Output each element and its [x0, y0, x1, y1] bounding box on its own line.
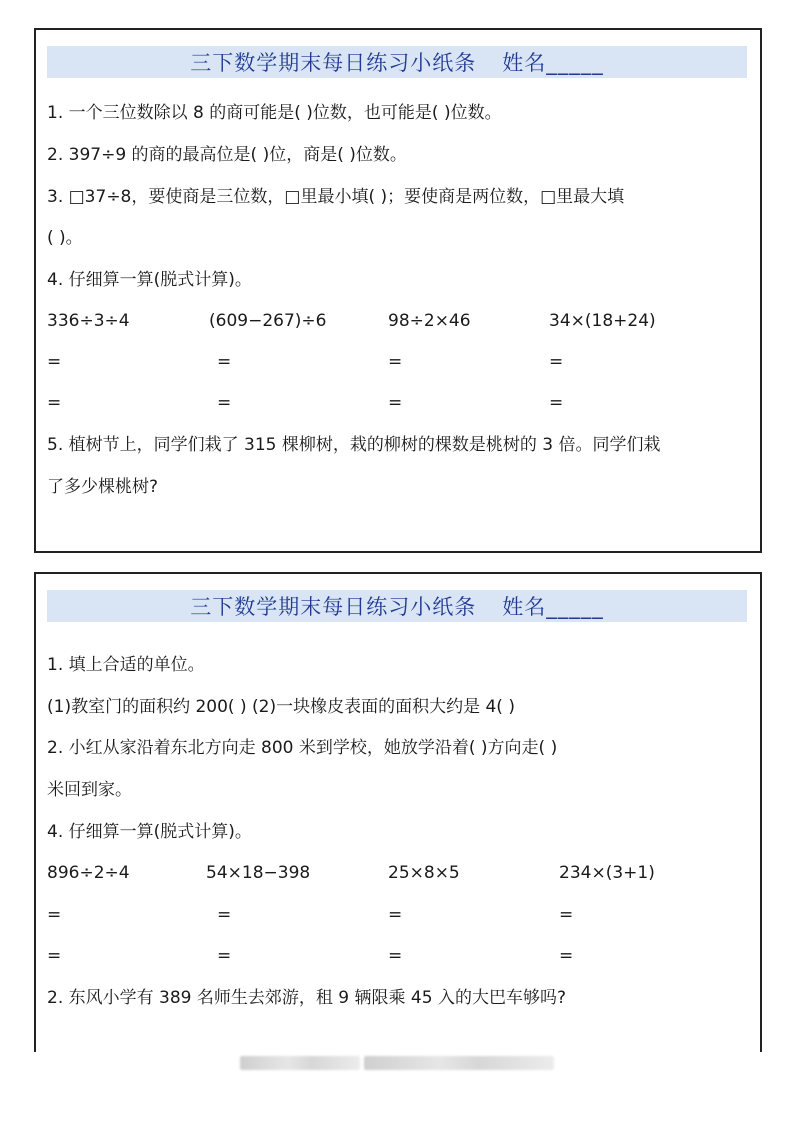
card-title: 三下数学期末每日练习小纸条: [190, 51, 477, 75]
equals-sign: =: [217, 946, 232, 966]
card-title-bar: [47, 590, 747, 622]
calc-equals-row: [47, 391, 752, 415]
calc-expression: (609−267)÷6: [209, 311, 327, 331]
worksheet-card-2: [34, 572, 762, 1052]
equals-sign: =: [559, 946, 574, 966]
question-4: 4. 仔细算一算(脱式计算)。: [47, 822, 252, 842]
calc-expression: 34×(18+24): [549, 311, 656, 331]
calc-equals-row: [47, 350, 752, 374]
question-5-line-1: 5. 植树节上，同学们栽了 315 棵柳树，栽的柳树的棵数是桃树的 3 倍。同学们栽: [47, 435, 661, 455]
equals-sign: =: [549, 393, 564, 413]
calc-expressions: [47, 309, 752, 333]
calc-equals-row: [47, 944, 752, 968]
question-2: 2. 397÷9 的商的最高位是( )位，商是( )位数。: [47, 145, 407, 165]
calc-expression: 98÷2×46: [388, 311, 471, 331]
equals-sign: =: [388, 905, 403, 925]
equals-sign: =: [217, 352, 232, 372]
equals-sign: =: [47, 946, 62, 966]
equals-sign: =: [388, 393, 403, 413]
blurred-watermark: [240, 1056, 360, 1070]
equals-sign: =: [388, 352, 403, 372]
question-3-line-2: ( )。: [47, 228, 83, 248]
blurred-watermark: [364, 1056, 554, 1070]
question-3-line-1: 3. □37÷8，要使商是三位数，□里最小填( )；要使商是两位数，□里最大填: [47, 187, 625, 207]
equals-sign: =: [388, 946, 403, 966]
equals-sign: =: [47, 352, 62, 372]
calc-equals-row: [47, 903, 752, 927]
name-label: 姓名_____: [502, 51, 604, 75]
equals-sign: =: [559, 905, 574, 925]
equals-sign: =: [217, 905, 232, 925]
calc-expression: 54×18−398: [206, 863, 311, 883]
name-label: 姓名_____: [502, 595, 604, 619]
equals-sign: =: [217, 393, 232, 413]
calc-expression: 234×(3+1): [559, 863, 655, 883]
question-1: 1. 一个三位数除以 8 的商可能是( )位数，也可能是( )位数。: [47, 103, 502, 123]
calc-expression: 896÷2÷4: [47, 863, 130, 883]
question-5-line-2: 了多少棵桃树?: [47, 477, 159, 497]
calc-expression: 336÷3÷4: [47, 311, 130, 331]
calc-expression: 25×8×5: [388, 863, 460, 883]
calc-expressions: [47, 861, 752, 885]
question-2-line-1: 2. 小红从家沿着东北方向走 800 米到学校，她放学沿着( )方向走( ): [47, 738, 558, 758]
worksheet-card-1: [34, 28, 762, 553]
equals-sign: =: [47, 393, 62, 413]
question-1-sub: (1)教室门的面积约 200( ) (2)一块橡皮表面的面积大约是 4( ): [47, 697, 515, 717]
question-4: 4. 仔细算一算(脱式计算)。: [47, 270, 252, 290]
equals-sign: =: [47, 905, 62, 925]
question-1: 1. 填上合适的单位。: [47, 655, 205, 675]
question-2-line-2: 米回到家。: [47, 780, 132, 800]
card-title: 三下数学期末每日练习小纸条: [190, 595, 477, 619]
question-5: 2. 东风小学有 389 名师生去郊游，租 9 辆限乘 45 入的大巴车够吗?: [47, 988, 566, 1008]
card-title-bar: [47, 46, 747, 78]
equals-sign: =: [549, 352, 564, 372]
